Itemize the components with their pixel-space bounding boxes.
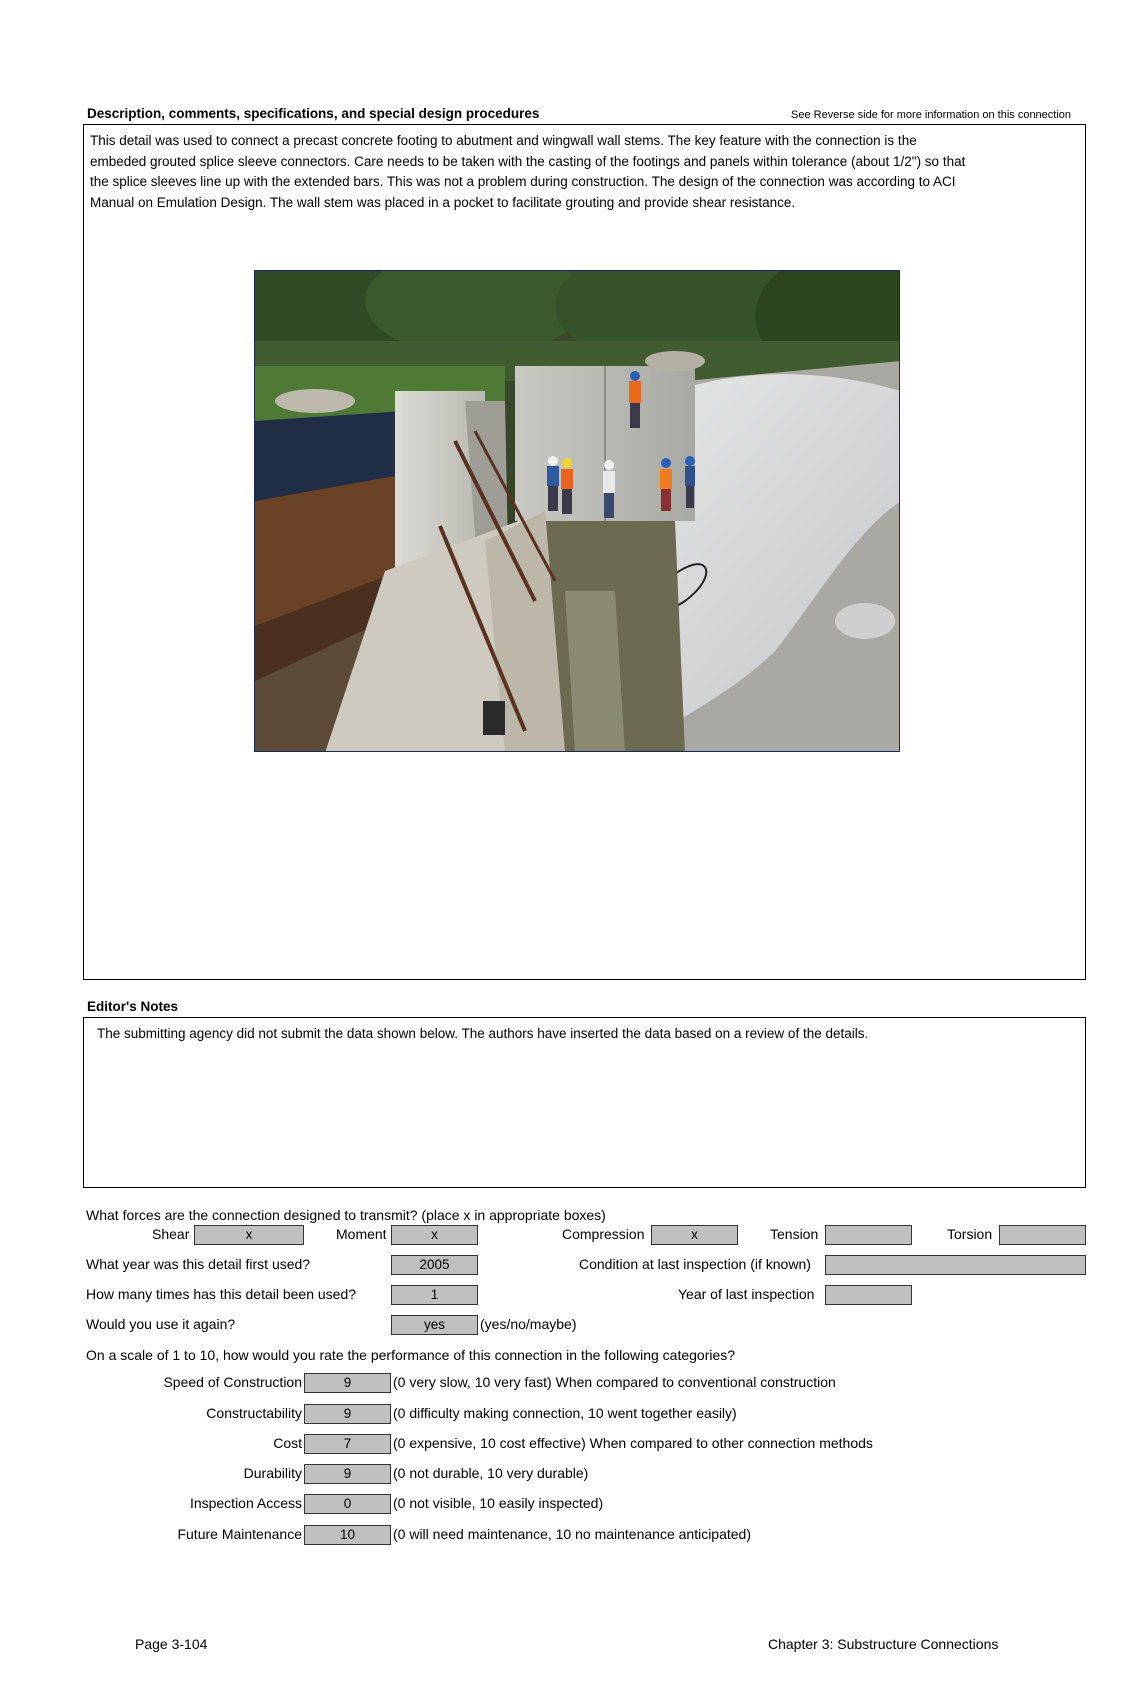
year-first-used-label: What year was this detail first used?	[86, 1256, 311, 1272]
rating-field-inspection-access[interactable]: 0	[304, 1494, 391, 1514]
rating-field-speed[interactable]: 9	[304, 1373, 391, 1393]
rating-label: Speed of Construction	[163, 1374, 302, 1390]
rating-label: Inspection Access	[189, 1495, 302, 1511]
ratings-intro: On a scale of 1 to 10, how would you rate the performance of this connection in the following categories?	[86, 1347, 736, 1363]
description-box	[83, 124, 1086, 980]
forces-question: What forces are the connection designed to transmit? (place x in appropriate boxes)	[86, 1207, 606, 1223]
rating-note: (0 difficulty making connection, 10 went together easily)	[393, 1405, 737, 1421]
description-line: the splice sleeves line up with the extended bars. This was not a problem during construction. The design of the connection was according to ACI	[90, 174, 956, 189]
use-again-field[interactable]: yes	[391, 1315, 478, 1335]
page-number: Page 3-104	[135, 1636, 208, 1652]
rating-note: (0 will need maintenance, 10 no maintenance anticipated)	[393, 1526, 752, 1542]
rating-label: Constructability	[206, 1405, 302, 1421]
year-last-inspection-label: Year of last inspection	[678, 1286, 815, 1302]
rating-label: Future Maintenance	[177, 1526, 302, 1542]
times-used-label: How many times has this detail been used?	[86, 1286, 357, 1302]
compression-label: Compression	[562, 1226, 645, 1242]
times-used-field[interactable]: 1	[391, 1285, 478, 1305]
compression-field[interactable]: x	[651, 1225, 738, 1245]
editors-notes-heading: Editor's Notes	[87, 999, 178, 1014]
shear-field[interactable]: x	[194, 1225, 304, 1245]
rating-note: (0 not visible, 10 easily inspected)	[393, 1495, 604, 1511]
rating-field-cost[interactable]: 7	[304, 1434, 391, 1454]
condition-label: Condition at last inspection (if known)	[579, 1256, 811, 1272]
tension-field[interactable]	[825, 1225, 912, 1245]
rating-label: Durability	[243, 1465, 302, 1481]
moment-field[interactable]: x	[391, 1225, 478, 1245]
description-line: Manual on Emulation Design. The wall stem was placed in a pocket to facilitate grouting and provide shear resistance.	[90, 194, 796, 210]
tension-label: Tension	[770, 1226, 819, 1242]
rating-note: (0 not durable, 10 very durable)	[393, 1465, 589, 1481]
rating-label: Cost	[273, 1435, 302, 1451]
chapter-title: Chapter 3: Substructure Connections	[768, 1636, 999, 1652]
editors-notes-box	[83, 1017, 1086, 1188]
description-line: This detail was used to connect a precast concrete footing to abutment and wingwall wall stems. The key feature with the connection is the	[90, 133, 917, 148]
construction-photo	[254, 270, 900, 752]
use-again-label: Would you use it again?	[86, 1316, 236, 1332]
shear-label: Shear	[152, 1226, 190, 1242]
rating-field-constructability[interactable]: 9	[304, 1404, 391, 1424]
editors-notes-text: The submitting agency did not submit the data shown below. The authors have inserted the data based on a review of the details.	[97, 1026, 869, 1041]
torsion-field[interactable]	[999, 1225, 1086, 1245]
rating-note: (0 expensive, 10 cost effective) When compared to other connection methods	[393, 1435, 873, 1451]
description-heading: Description, comments, specifications, and special design procedures	[87, 106, 540, 121]
torsion-label: Torsion	[947, 1226, 993, 1242]
description-line: embeded grouted splice sleeve connectors. Care needs to be taken with the casting of the footings and panels within tolerance (about 1/2") so that	[90, 153, 966, 169]
rating-field-future-maintenance[interactable]: 10	[304, 1525, 391, 1545]
reverse-side-note: See Reverse side for more information on this connection	[791, 109, 1072, 121]
year-first-used-field[interactable]: 2005	[391, 1255, 478, 1275]
rating-note: (0 very slow, 10 very fast) When compared to conventional construction	[393, 1374, 836, 1390]
construction-photo-image	[255, 271, 900, 752]
moment-label: Moment	[336, 1226, 387, 1242]
rating-field-durability[interactable]: 9	[304, 1464, 391, 1484]
year-last-inspection-field[interactable]	[825, 1285, 912, 1305]
use-again-hint: (yes/no/maybe)	[480, 1316, 577, 1332]
condition-field[interactable]	[825, 1255, 1086, 1275]
description-text	[90, 131, 1075, 213]
